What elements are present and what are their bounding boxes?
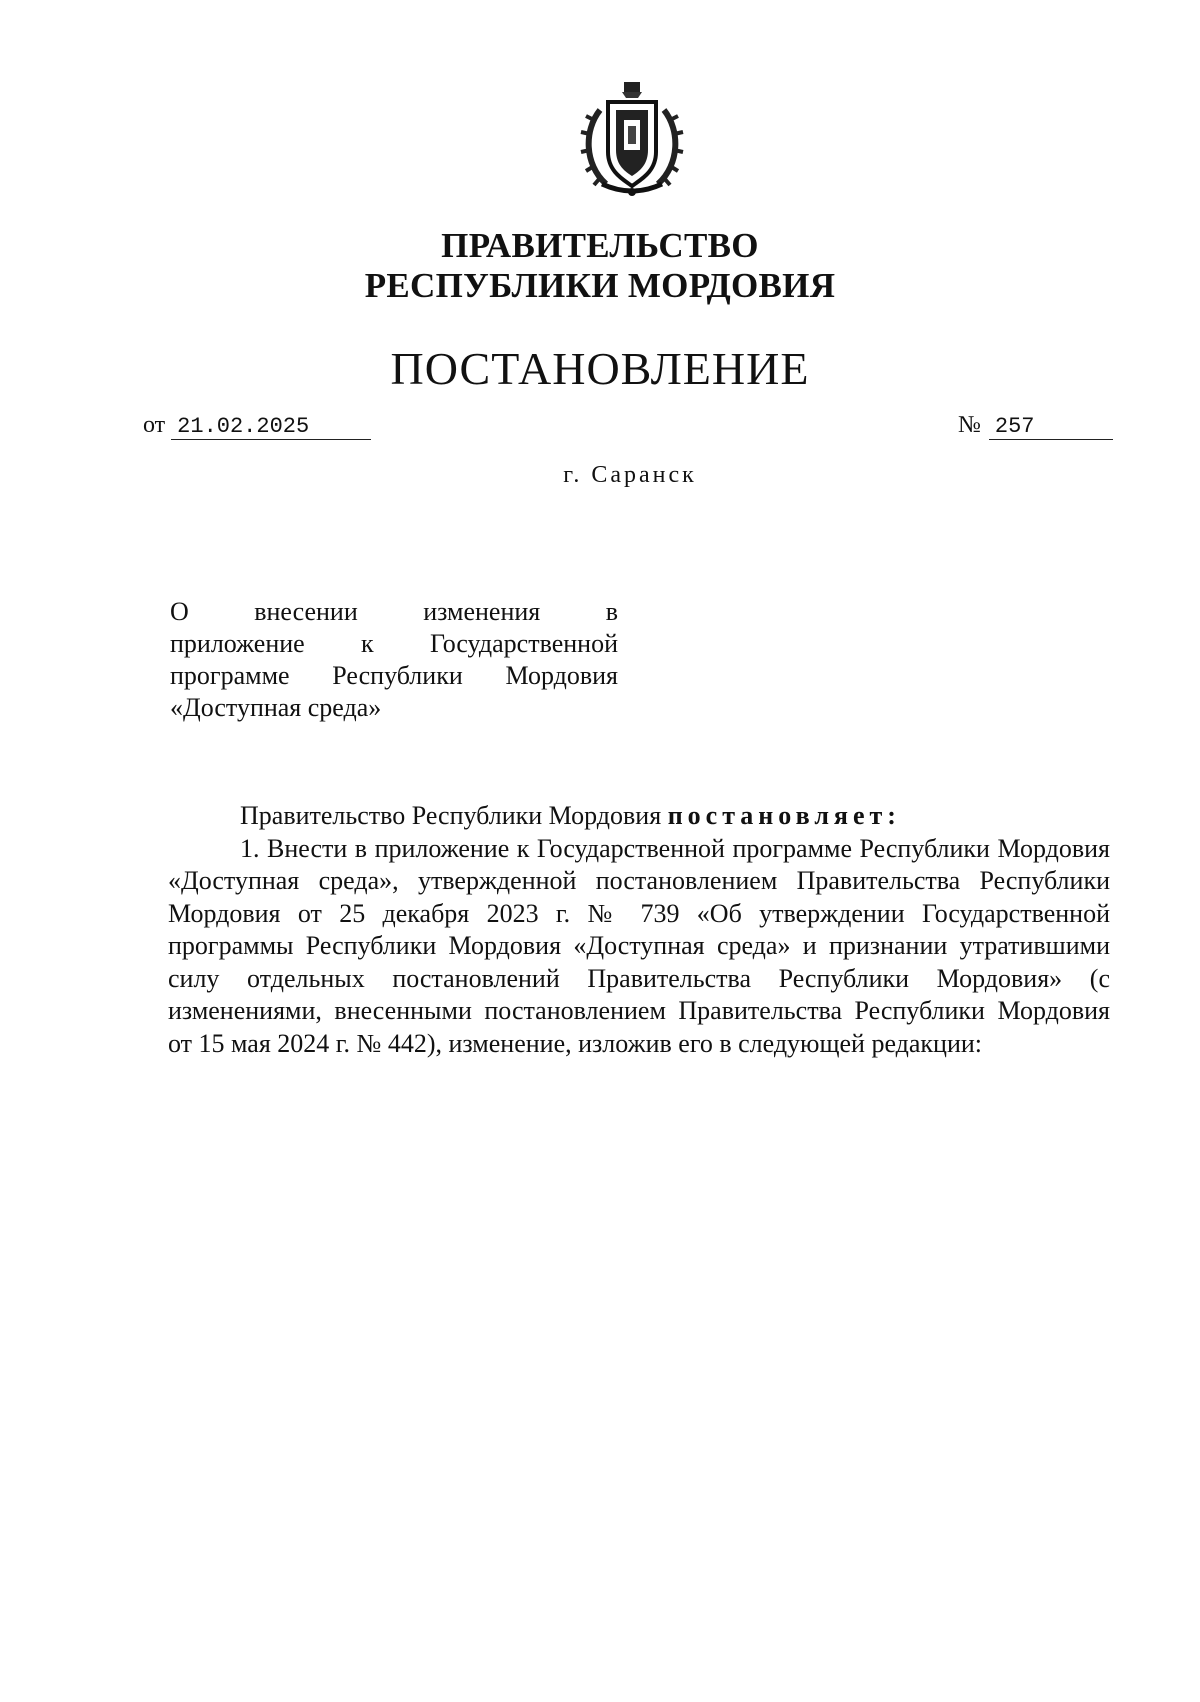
document-date: 21.02.2025 bbox=[171, 414, 371, 440]
paragraph-1: 1. Внести в приложение к Государственной программе Республики Мордовия «Доступная среда», утвержденной постановлением Правительства Республики Мордовия от 25 декабря 2023 г. № 739 «Об утверждении Государственной программы Республики Мордовия «Доступная среда» и признании утратившими силу отдельных постановлений Правительства Республики Мордовия» (с изменениями, внесенными постановлением Правительства Республики Мордовия от 15 мая 2024 г. № 442), изменение, изложив его в следующей редакции: bbox=[168, 833, 1110, 1058]
number-prefix: № bbox=[958, 412, 981, 438]
document-body bbox=[168, 800, 1110, 1060]
resolution-intro bbox=[168, 800, 1110, 833]
subject-line: О внесении изменения в bbox=[170, 597, 618, 626]
coat-of-arms-icon bbox=[578, 80, 686, 198]
document-number: 257 bbox=[989, 414, 1113, 440]
city: г. Саранск bbox=[563, 462, 697, 488]
subject-line: «Доступная среда» bbox=[170, 693, 382, 722]
issuing-authority bbox=[0, 226, 1200, 306]
resolution-keyword: постановляет: bbox=[667, 801, 901, 830]
intro-text: Правительство Республики Мордовия bbox=[240, 801, 668, 830]
subject-line: программе Республики Мордовия bbox=[170, 661, 618, 690]
subject-line: приложение к Государственной bbox=[170, 629, 618, 658]
authority-line-2: РЕСПУБЛИКИ МОРДОВИЯ bbox=[364, 266, 836, 305]
document-type: ПОСТАНОВЛЕНИЕ bbox=[390, 343, 810, 394]
authority-line-1: ПРАВИТЕЛЬСТВО bbox=[441, 226, 759, 265]
date-field bbox=[143, 412, 371, 440]
number-field bbox=[958, 412, 1113, 440]
document-subject bbox=[170, 596, 618, 724]
date-prefix: от bbox=[143, 412, 166, 438]
